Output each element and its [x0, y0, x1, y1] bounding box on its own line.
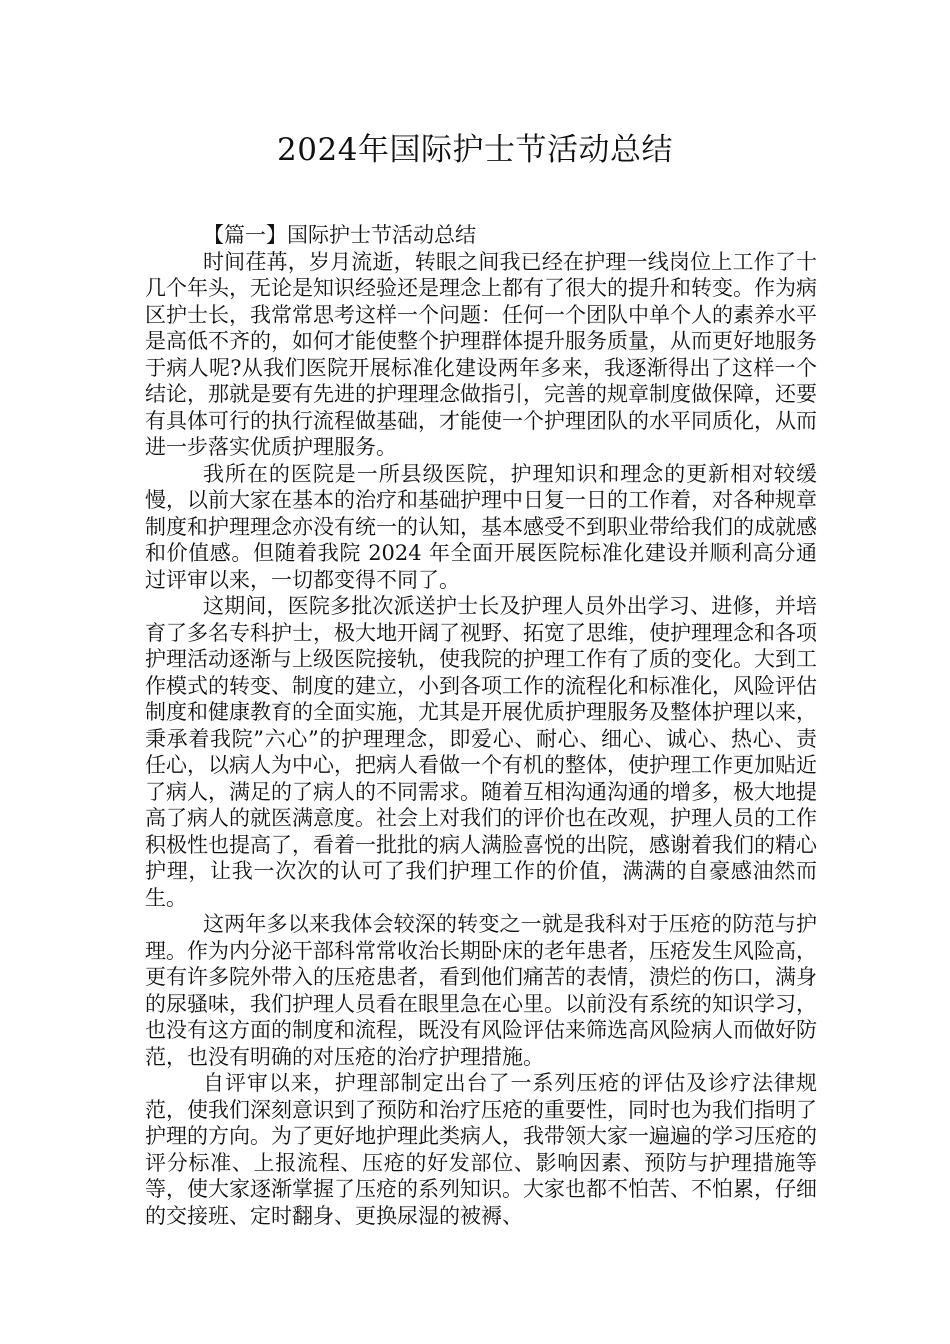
paragraph-2: 我所在的医院是一所县级医院，护理知识和理念的更新相对较缓慢，以前大家在基本的治疗和基础护理中日复一日的工作着，对各种规章制度和护理理念亦没有统一的认知，基本感受不到职业带给我们的成就感和价值感。但随着我院 2024 年全面开展医院标准化建设并顺利高分通过评审以来，一切都变得不同了。 — [145, 461, 817, 592]
paragraph-4: 这两年多以来我体会较深的转变之一就是我科对于压疮的防范与护理。作为内分泌干部科常常收治长期卧床的老年患者，压疮发生风险高，更有许多院外带入的压疮患者，看到他们痛苦的表情，溃烂的伤口，满身的尿骚味，我们护理人员看在眼里急在心里。以前没有系统的知识学习，也没有这方面的制度和流程，既没有风险评估来筛选高风险病人而做好防范，也没有明确的对压疮的治疗护理措施。 — [145, 912, 817, 1069]
section-heading: 【篇一】国际护士节活动总结 — [203, 223, 476, 247]
document-title: 2024年国际护士节活动总结 — [277, 132, 673, 168]
document-body — [145, 222, 817, 1229]
paragraph-1: 时间荏苒，岁月流逝，转眼之间我已经在护理一线岗位上工作了十几个年头，无论是知识经验还是理念上都有了很大的提升和转变。作为病区护士长，我常常思考这样一个问题：任何一个团队中单个人的素养水平是高低不齐的，如何才能使整个护理群体提升服务质量，从而更好地服务于病人呢?从我们医院开展标准化建设两年多来，我逐渐得出了这样一个结论，那就是要有先进的护理理念做指引，完善的规章制度做保障，还要有具体可行的执行流程做基础，才能使一个护理团队的水平同质化，从而进一步落实优质护理服务。 — [145, 249, 817, 459]
paragraph-5: 自评审以来，护理部制定出台了一系列压疮的评估及诊疗法律规范，使我们深刻意识到了预防和治疗压疮的重要性，同时也为我们指明了护理的方向。为了更好地护理此类病人，我带领大家一遍遍的学习压疮的评分标准、上报流程、压疮的好发部位、影响因素、预防与护理措施等等，使大家逐渐掌握了压疮的系列知识。大家也都不怕苦、不怕累，仔细的交接班、定时翻身、更换尿湿的被褥、 — [145, 1071, 817, 1228]
paragraph-3: 这期间，医院多批次派送护士长及护理人员外出学习、进修，并培育了多名专科护士，极大地开阔了视野、拓宽了思维，使护理理念和各项护理活动逐渐与上级医院接轨，使我院的护理工作有了质的变化。大到工作模式的转变、制度的建立，小到各项工作的流程化和标准化，风险评估制度和健康教育的全面实施，尤其是开展优质护理服务及整体护理以来，秉承着我院”六心”的护理理念，即爱心、耐心、细心、诚心、热心、责任心，以病人为中心，把病人看做一个有机的整体，使护理工作更加贴近了病人，满足的了病人的不同需求。随着互相沟通沟通的增多，极大地提高了病人的就医满意度。社会上对我们的评价也在改观，护理人员的工作积极性也提高了，看着一批批的病人满脸喜悦的出院，感谢着我们的精心护理，让我一次次的认可了我们护理工作的价值，满满的自豪感油然而生。 — [145, 594, 817, 910]
